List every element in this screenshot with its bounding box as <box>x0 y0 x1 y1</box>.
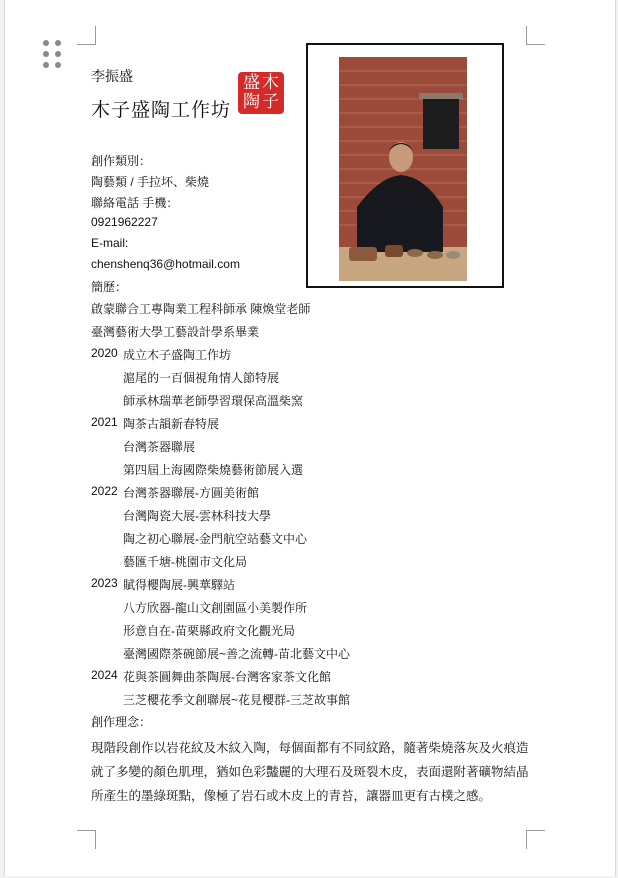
document-page <box>4 0 616 876</box>
category-label: 創作類別： <box>91 154 152 168</box>
resume-item: 形意自在-苗栗縣政府文化觀光局 <box>123 624 295 638</box>
resume-item: 陶之初心聯展-金門航空站藝文中心 <box>123 532 307 546</box>
seal-char: 木 <box>262 73 279 93</box>
resume-year: 2022 <box>91 484 118 498</box>
resume-item: 滬尾的一百個視角情人節特展 <box>123 371 280 385</box>
phone-label: 聯絡電話 手機： <box>91 196 179 210</box>
resume-item: 師承林瑞華老師學習環保高溫柴窯 <box>123 394 304 408</box>
margin-mark-bottom-left <box>77 830 96 849</box>
resume-item: 三芝櫻花季文創聯展~花見櫻群-三芝故事館 <box>123 693 351 707</box>
resume-item: 花與茶圓舞曲茶陶展-台灣客家茶文化館 <box>123 670 331 684</box>
email-label: E-mail: <box>91 236 129 250</box>
studio-name: 木子盛陶工作坊 <box>91 100 232 121</box>
artist-name: 李振盛 <box>91 68 133 84</box>
resume-item: 藝匯千塘-桃園市文化局 <box>123 555 247 569</box>
seal-char: 盛 <box>243 73 260 93</box>
resume-year: 2024 <box>91 668 118 682</box>
resume-item: 台灣茶器聯展 <box>123 440 196 454</box>
red-seal-stamp <box>238 72 284 114</box>
resume-year: 2021 <box>91 415 118 429</box>
resume-item: 八方欣器-龍山文創園區小美製作所 <box>123 601 307 615</box>
phone-value: 0921962227 <box>91 215 158 229</box>
margin-mark-top-right <box>526 26 545 45</box>
philosophy-label: 創作理念： <box>91 715 152 729</box>
resume-item: 成立木子盛陶工作坊 <box>123 348 232 362</box>
drag-handle-icon[interactable] <box>43 40 65 70</box>
resume-item: 第四屆上海國際柴燒藝術節展入選 <box>123 463 304 477</box>
resume-item: 台灣茶器聯展-方圓美術館 <box>123 486 259 500</box>
category-value: 陶藝類 / 手拉坏、柴燒 <box>91 175 210 189</box>
resume-year: 2023 <box>91 576 118 590</box>
resume-item: 台灣陶瓷大展-雲林科技大學 <box>123 509 271 523</box>
resume-intro: 臺灣藝術大學工藝設計學系畢業 <box>91 325 260 339</box>
resume-label: 簡歷： <box>91 280 128 294</box>
philosophy-line: 現階段創作以岩花紋及木紋入陶，每個面都有不同紋路，隨著柴燒落灰及火痕造 <box>91 741 529 755</box>
seal-char: 陶 <box>243 92 260 112</box>
artist-photo <box>339 57 467 281</box>
resume-item: 臺灣國際茶碗節展~善之流轉-苗北藝文中心 <box>123 647 351 661</box>
resume-item: 賦得櫻陶展-興華驛站 <box>123 578 235 592</box>
margin-mark-bottom-right <box>526 830 545 849</box>
philosophy-line: 就了多變的顏色肌理，猶如色彩豔麗的大理石及斑裂木皮，表面還附著礦物結晶 <box>91 765 529 779</box>
artist-photo-frame <box>306 43 504 288</box>
resume-year: 2020 <box>91 346 118 360</box>
email-value[interactable]: chenshenq36@hotmail.com <box>91 257 240 271</box>
philosophy-line: 所產生的墨綠斑點，像極了岩石或木皮上的青苔，讓器皿更有古樸之感。 <box>91 789 492 803</box>
resume-intro: 啟蒙聯合工專陶業工程科師承 陳煥堂老師 <box>91 302 311 316</box>
margin-mark-top-left <box>77 26 96 45</box>
resume-item: 陶茶古韻新春特展 <box>123 417 220 431</box>
seal-char: 子 <box>262 92 279 112</box>
